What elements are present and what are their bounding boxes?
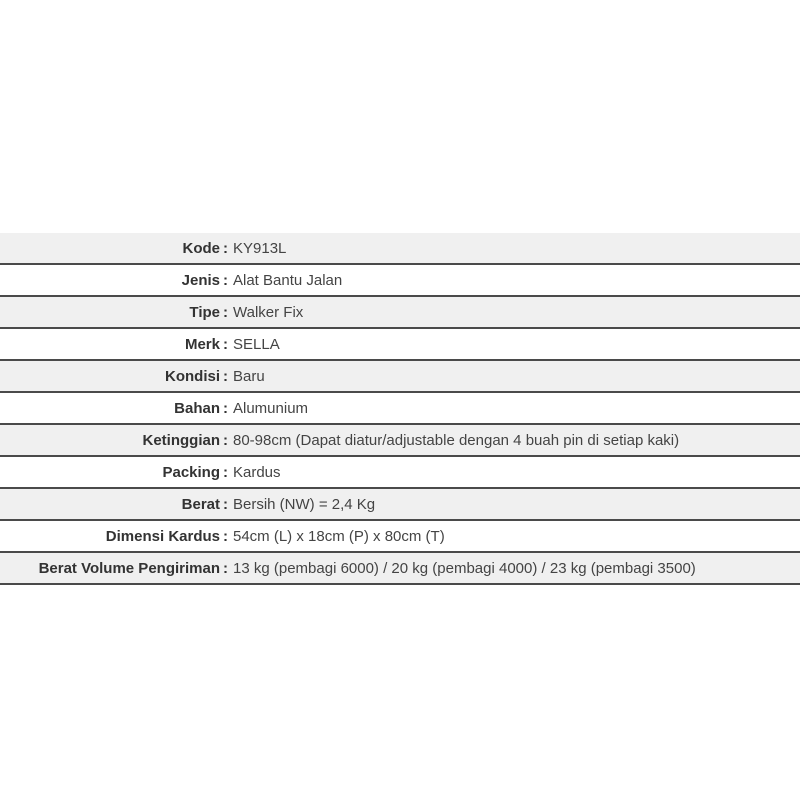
spec-label: Berat Volume Pengiriman — [0, 552, 222, 584]
spec-value: Alat Bantu Jalan — [232, 264, 800, 296]
spec-value: 13 kg (pembagi 6000) / 20 kg (pembagi 4000) / 23 kg (pembagi 3500) — [232, 552, 800, 584]
spec-separator: : — [222, 264, 232, 296]
spec-separator: : — [222, 328, 232, 360]
spec-separator: : — [222, 296, 232, 328]
spec-row-dimensi-kardus — [0, 520, 800, 552]
spec-value: Bersih (NW) = 2,4 Kg — [232, 488, 800, 520]
spec-label: Kode — [0, 233, 222, 264]
spec-row-merk — [0, 328, 800, 360]
spec-row-tipe — [0, 296, 800, 328]
spec-separator: : — [222, 360, 232, 392]
spec-value: SELLA — [232, 328, 800, 360]
spec-row-kondisi — [0, 360, 800, 392]
spec-row-jenis — [0, 264, 800, 296]
spec-table — [0, 233, 800, 585]
spec-value: 54cm (L) x 18cm (P) x 80cm (T) — [232, 520, 800, 552]
spec-value: KY913L — [232, 233, 800, 264]
spec-label: Kondisi — [0, 360, 222, 392]
spec-separator: : — [222, 520, 232, 552]
spec-row-packing — [0, 456, 800, 488]
spec-label: Tipe — [0, 296, 222, 328]
spec-value: Walker Fix — [232, 296, 800, 328]
spec-separator: : — [222, 233, 232, 264]
spec-separator: : — [222, 424, 232, 456]
spec-value: 80-98cm (Dapat diatur/adjustable dengan 4 buah pin di setiap kaki) — [232, 424, 800, 456]
spec-separator: : — [222, 552, 232, 584]
spec-separator: : — [222, 456, 232, 488]
spec-label: Berat — [0, 488, 222, 520]
spec-row-kode — [0, 233, 800, 264]
spec-separator: : — [222, 392, 232, 424]
spec-label: Ketinggian — [0, 424, 222, 456]
spec-label: Dimensi Kardus — [0, 520, 222, 552]
spec-row-bahan — [0, 392, 800, 424]
spec-value: Kardus — [232, 456, 800, 488]
spec-label: Bahan — [0, 392, 222, 424]
spec-separator: : — [222, 488, 232, 520]
spec-value: Alumunium — [232, 392, 800, 424]
spec-row-berat — [0, 488, 800, 520]
spec-row-ketinggian — [0, 424, 800, 456]
spec-value: Baru — [232, 360, 800, 392]
spec-label: Packing — [0, 456, 222, 488]
spec-label: Jenis — [0, 264, 222, 296]
spec-label: Merk — [0, 328, 222, 360]
spec-row-berat-volume-pengiriman — [0, 552, 800, 584]
